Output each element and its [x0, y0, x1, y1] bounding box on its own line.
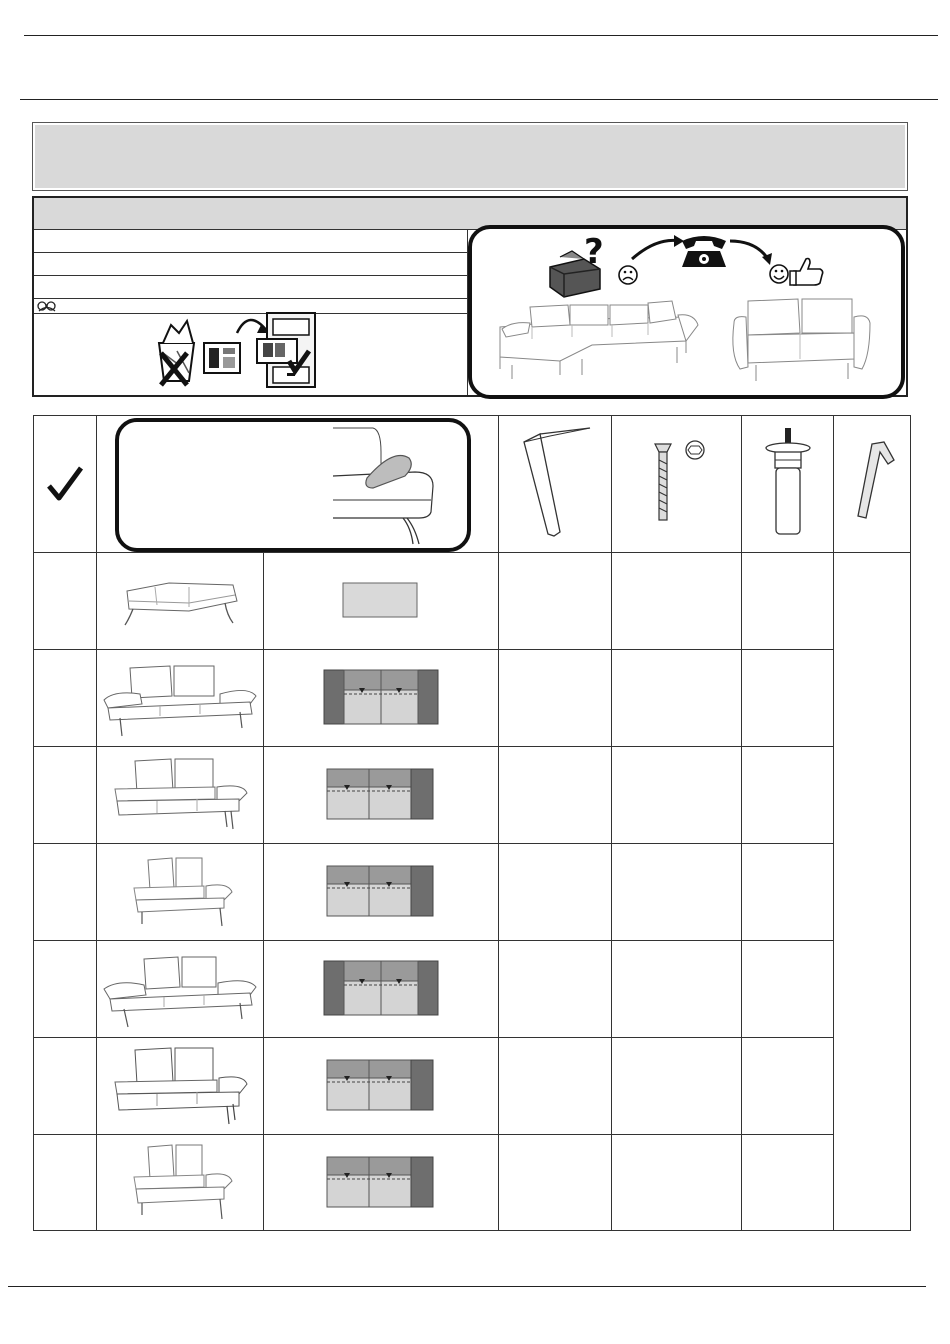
row-check-cell[interactable]: [34, 1038, 97, 1135]
telephone-icon: [682, 236, 726, 267]
table-row: [34, 1135, 911, 1231]
footer-rule: [8, 1286, 926, 1287]
leg-icon: [510, 424, 600, 544]
header-rule-bottom: [20, 99, 938, 100]
check-column-header: [34, 416, 97, 553]
qty-screw: [612, 747, 742, 844]
header-title: [24, 50, 938, 90]
svg-text:?: ?: [584, 232, 604, 272]
manual-booklet-icon: [204, 343, 240, 373]
table-row: [34, 941, 911, 1038]
thumbs-up-icon: [790, 259, 823, 286]
qty-glide: [742, 1135, 834, 1231]
qty-glide: [742, 1038, 834, 1135]
two-seater-right-arm-low-illustration: [105, 1044, 255, 1128]
leg-column-header: [499, 416, 612, 553]
contact-icon: [36, 300, 58, 313]
happy-face-icon: [770, 265, 788, 283]
table-row: [34, 650, 911, 747]
config-two-seats-arm-right: [325, 1058, 437, 1114]
qty-leg: [499, 844, 612, 941]
allen-key-qty-cell: [834, 553, 911, 1231]
keep-manual-illustration: [149, 303, 329, 393]
row-check-cell[interactable]: [34, 1135, 97, 1231]
qty-screw: [612, 1135, 742, 1231]
table-row: [34, 747, 911, 844]
arrow-to-happy: [730, 241, 768, 259]
info-row-3: [34, 276, 467, 299]
row-check-cell[interactable]: [34, 553, 97, 650]
note-header: [97, 416, 499, 553]
qty-screw: [612, 1038, 742, 1135]
screw-column-header: [612, 416, 742, 553]
two-seater-right-arm-illustration: [105, 753, 255, 837]
ottoman-illustration: [115, 571, 245, 631]
config-cell: [264, 1038, 499, 1135]
model-cell: [97, 844, 264, 941]
qty-glide: [742, 747, 834, 844]
glide-cylinder-icon: [753, 424, 823, 544]
single-seat-block-icon: [341, 581, 421, 621]
qty-screw: [612, 553, 742, 650]
footer-text: [8, 1292, 926, 1322]
row-check-cell[interactable]: [34, 650, 97, 747]
qty-leg: [499, 941, 612, 1038]
corner-sofa-illustration: [500, 301, 698, 379]
config-cell: [264, 553, 499, 650]
config-cell: [264, 844, 499, 941]
qty-glide: [742, 650, 834, 747]
row-check-cell[interactable]: [34, 941, 97, 1038]
model-cell: [97, 1038, 264, 1135]
qty-screw: [612, 650, 742, 747]
model-cell: [97, 941, 264, 1038]
armrest-adjust-illustration: [333, 422, 471, 548]
model-cell: [97, 1135, 264, 1231]
allen-key-column-header: [834, 416, 911, 553]
qty-leg: [499, 1038, 612, 1135]
allen-key-icon: [842, 434, 902, 534]
qty-glide: [742, 553, 834, 650]
qty-screw: [612, 941, 742, 1038]
glide-column-header: [742, 416, 834, 553]
table-row: [34, 1038, 911, 1135]
model-cell: [97, 650, 264, 747]
config-cell: [264, 941, 499, 1038]
title-banner: [32, 122, 908, 191]
qty-leg: [499, 1135, 612, 1231]
two-seater-both-arms-illustration: [100, 656, 260, 740]
sad-face-icon: [619, 266, 637, 284]
config-two-seats-arms-both: [322, 668, 440, 728]
qty-leg: [499, 553, 612, 650]
model-cell: [97, 747, 264, 844]
qty-glide: [742, 844, 834, 941]
table-row: [34, 553, 911, 650]
filing-cabinet-icon: [257, 313, 315, 387]
qty-screw: [612, 844, 742, 941]
config-two-seats-arm-right: [325, 767, 437, 823]
compact-two-seater-right-arm-illustration: [120, 852, 240, 932]
info-section: [32, 196, 908, 397]
info-row-1: [34, 230, 467, 253]
qty-glide: [742, 941, 834, 1038]
qty-leg: [499, 650, 612, 747]
screw-and-washer-icon: [637, 434, 717, 534]
checkmark-icon: [45, 464, 85, 504]
parts-header-row: [34, 416, 911, 553]
model-cell: [97, 553, 264, 650]
support-illustration: [472, 229, 901, 395]
support-panel: [468, 225, 905, 399]
qty-leg: [499, 747, 612, 844]
config-two-seats-arm-right: [325, 1155, 437, 1211]
compact-two-seater-right-arm-low-illustration: [120, 1141, 240, 1225]
table-row: [34, 844, 911, 941]
config-cell: [264, 650, 499, 747]
config-two-seats-arm-right: [325, 864, 437, 920]
loveseat-illustration: [733, 299, 870, 381]
question-box-icon: [550, 232, 604, 297]
row-check-cell[interactable]: [34, 747, 97, 844]
config-two-seats-arms-both: [322, 959, 440, 1019]
arrow-to-phone: [632, 240, 680, 259]
parts-table: [33, 415, 911, 1231]
note-panel: [115, 418, 471, 552]
config-cell: [264, 747, 499, 844]
header-rule-top: [24, 35, 938, 36]
info-row-2: [34, 253, 467, 276]
config-cell: [264, 1135, 499, 1231]
two-seater-both-arms-wide-illustration: [100, 947, 260, 1031]
row-check-cell[interactable]: [34, 844, 97, 941]
